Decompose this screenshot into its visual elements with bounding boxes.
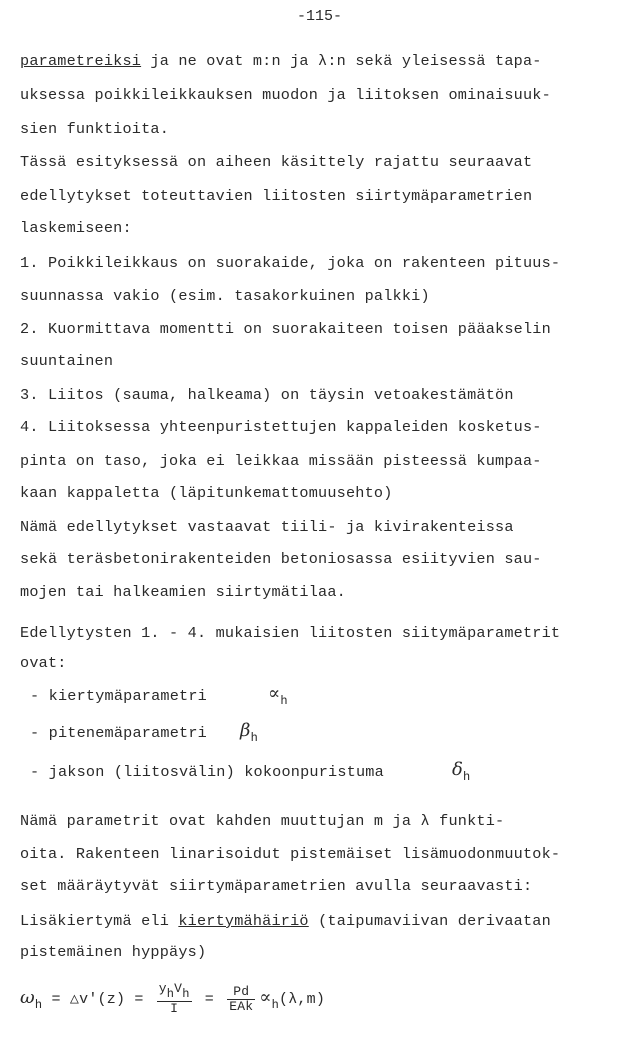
- text-line: pinta on taso, joka ei leikkaa missään pisteessä kumpaa-: [20, 452, 542, 470]
- text-line: sien funktioita.: [20, 120, 170, 138]
- fraction-1: $\frac{\text{yhVh}}{I}$: [158, 981, 190, 1016]
- text-line: edellytykset toteuttavien liitosten siirtymäparametrien: [20, 187, 533, 205]
- text-line: laskemiseen:: [20, 219, 132, 237]
- parameter-item: - kiertymäparametri: [30, 687, 207, 705]
- page-number: -115-: [296, 8, 342, 25]
- omega-symbol: ω: [20, 986, 35, 1008]
- text-line: 2. Kuormittava momentti on suorakaiteen toisen pääakselin: [20, 320, 551, 338]
- text-line: ovat:: [20, 654, 67, 672]
- text-line: Nämä edellytykset vastaavat tiili- ja kivirakenteissa: [20, 518, 514, 536]
- text-line: pistemäinen hyppäys): [20, 943, 207, 961]
- text-line: parametreiksi ja ne ovat m:n ja λ:n sekä yleisessä tapa-: [20, 52, 542, 70]
- text-line: Tässä esityksessä on aiheen käsittely rajattu seuraavat: [20, 153, 533, 171]
- text-line: suuntainen: [20, 352, 114, 370]
- fraction-2: $\frac{Pd}{\text{EAk}}$: [229, 983, 254, 1014]
- text-line: Edellytysten 1. - 4. mukaisien liitosten siitymäparametrit: [20, 624, 561, 642]
- parameter-symbol: $\delta_h$: [452, 759, 471, 784]
- parameter-symbol: $\beta_h$: [240, 720, 259, 745]
- text-line: sekä teräsbetonirakenteiden betoniosassa esiityvien sau-: [20, 550, 542, 568]
- text-line: kaan kappaletta (läpitunkemattomuusehto): [20, 484, 393, 502]
- text-line: Nämä parametrit ovat kahden muuttujan m ja λ funkti-: [20, 812, 505, 830]
- text-line: 4. Liitoksessa yhteenpuristettujen kappaleiden kosketus-: [20, 418, 542, 436]
- text-line: oita. Rakenteen linarisoidut pistemäiset lisämuodonmuutok-: [20, 845, 561, 863]
- parameter-item: - pitenemäparametri: [30, 724, 207, 742]
- parameter-item: - jakson (liitosvälin) kokoonpuristuma: [30, 763, 384, 781]
- text-line: 1. Poikkileikkaus on suorakaide, joka on rakenteen pituus-: [20, 254, 561, 272]
- text-line: suunnassa vakio (esim. tasakorkuinen palkki): [20, 287, 430, 305]
- text-line: Lisäkiertymä eli kiertymähäiriö (taipumaviivan derivaatan: [20, 912, 551, 930]
- text-line: 3. Liitos (sauma, halkeama) on täysin vetoakestämätön: [20, 386, 514, 404]
- text-line: set määräytyvät siirtymäparametrien avulla seuraavasti:: [20, 877, 533, 895]
- parameter-symbol: $\propto_h$: [268, 683, 288, 708]
- equation-omega: $\omega_h$ = △v′(z) = $\frac{\text{yhVh}}{I}$ = $\frac{Pd}{\text{EAk}}$ $\propto_h(\lambda,m)$: [20, 981, 326, 1016]
- equation-part: = △v′(z) =: [51, 990, 144, 1008]
- text-line: mojen tai halkeamien siirtymätilaa.: [20, 583, 346, 601]
- text-line: uksessa poikkileikkauksen muodon ja liitoksen ominaisuuk-: [20, 86, 551, 104]
